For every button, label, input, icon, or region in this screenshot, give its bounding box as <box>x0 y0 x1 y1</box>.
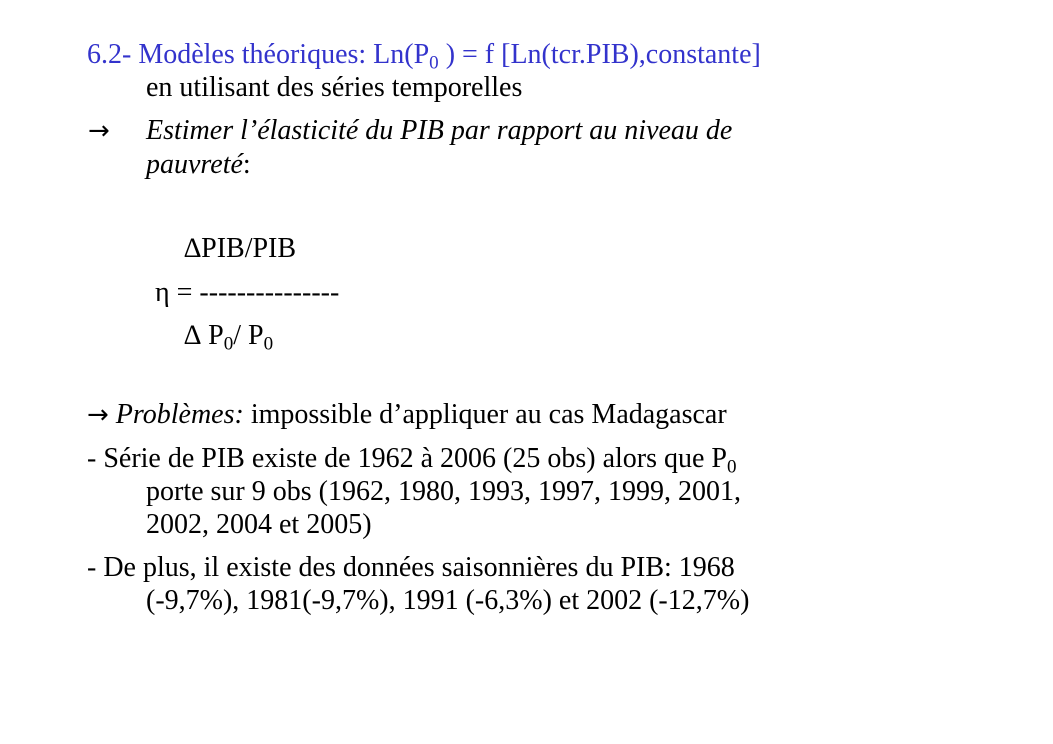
formula-denominator-sub1: 0 <box>223 333 234 355</box>
bullet1-line1 <box>87 443 737 478</box>
formula-numerator: ∆PIB/PIB <box>184 233 297 264</box>
problems-label: Problèmes: <box>115 399 244 430</box>
formula-eta-line: η = --------------- <box>155 277 340 308</box>
bullet2-line1: - De plus, il existe des données saisonnières du PIB: 1968 <box>87 552 735 583</box>
formula-denominator-mid: / P <box>233 320 264 351</box>
problems-line <box>87 401 727 429</box>
title-suffix: ) = f [Ln(tcr.PIB),constante] <box>438 39 761 70</box>
title-prefix: 6.2- Modèles théoriques: Ln(P <box>87 39 430 70</box>
problems-text: impossible d’appliquer au cas Madagascar <box>243 399 727 430</box>
objective-line1: Estimer l’élasticité du PIB par rapport au niveau de <box>146 115 733 146</box>
title-subscript: 0 <box>429 52 439 74</box>
objective-line2-tail: : <box>242 149 251 180</box>
bullet1-line1-sub: 0 <box>727 456 737 478</box>
formula-denominator <box>184 320 274 355</box>
formula-denominator-sub2: 0 <box>263 333 274 355</box>
slide-title <box>87 39 761 74</box>
bullet1-line3: 2002, 2004 et 2005) <box>146 509 372 540</box>
title-continuation: en utilisant des séries temporelles <box>146 72 523 103</box>
objective-line2-italic: pauvreté <box>146 149 243 180</box>
arrow-icon: → <box>88 116 110 146</box>
bullet1-line1-text: - Série de PIB existe de 1962 à 2006 (25 obs) alors que P <box>87 443 727 474</box>
arrow-icon: → <box>87 400 109 430</box>
bullet1-line2: porte sur 9 obs (1962, 1980, 1993, 1997, 1999, 2001, <box>146 476 741 507</box>
objective-line2 <box>146 151 251 179</box>
formula-denominator-prefix: ∆ P <box>184 320 224 351</box>
bullet2-line2: (-9,7%), 1981(-9,7%), 1991 (-6,3%) et 2002 (-12,7%) <box>146 585 750 616</box>
